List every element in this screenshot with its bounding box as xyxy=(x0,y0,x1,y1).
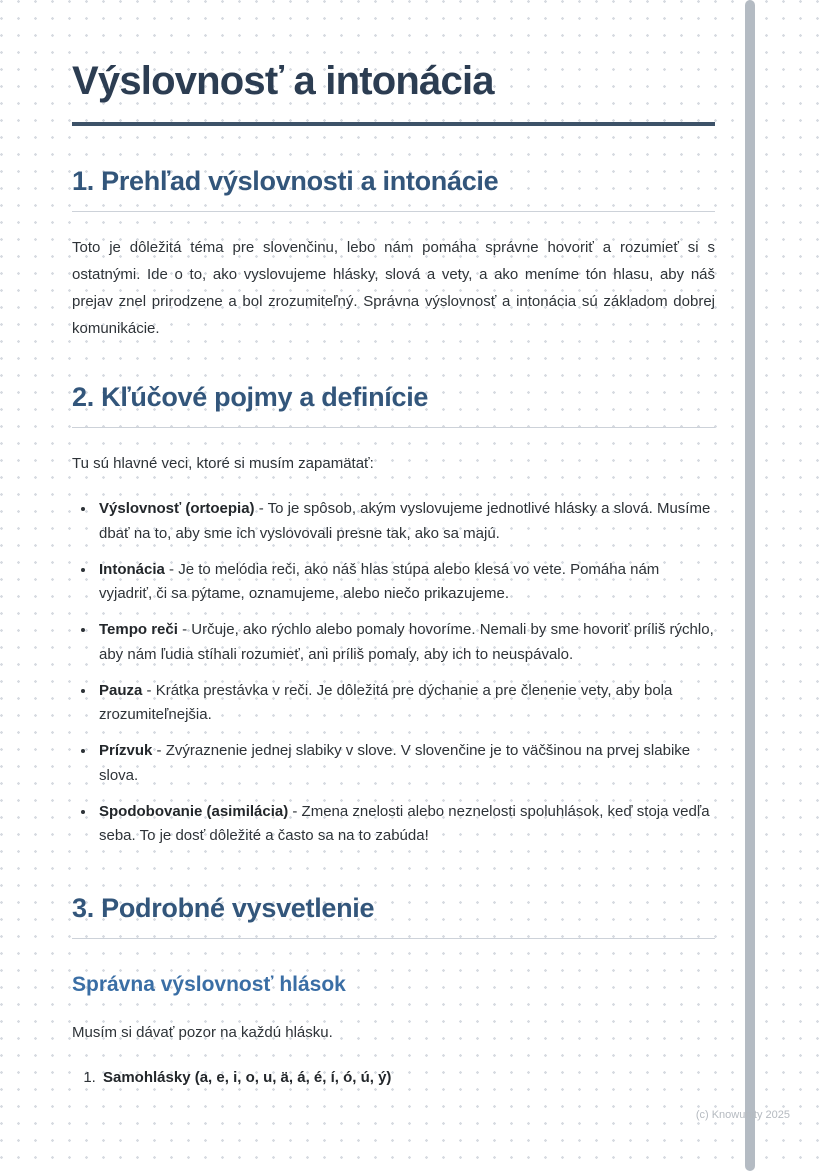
key-term: Výslovnosť (ortoepia) xyxy=(99,500,255,517)
heading-overview: 1. Prehľad výslovnosti a intonácie xyxy=(72,166,499,196)
key-term-description: - To je spôsob, akým vyslovujeme jednotlivé hlásky a slová. Musíme dbať na to, aby sme ich vyslovovali presne tak, ako sa majú. xyxy=(99,500,711,542)
key-term: Spodobovanie (asimilácia) xyxy=(99,802,289,820)
key-term-description: - Určuje, ako rýchlo alebo pomaly hovoríme. Nemali by sme hovoriť príliš rýchlo, aby nám ľudia stíhali rozumieť, ani príliš pomaly, aby ich to neuspávalo. xyxy=(99,621,714,663)
heading-overview-divider xyxy=(72,211,715,212)
pronunciation-intro: Musím si dávať pozor na každú hlásku. xyxy=(72,1024,333,1041)
key-term: Intonácia xyxy=(99,560,165,578)
pronunciation-list xyxy=(72,1066,715,1091)
watermark: (c) Knowunity 2025 xyxy=(695,1109,790,1121)
subheading-correct-pronunciation: Správna výslovnosť hlások xyxy=(72,973,346,996)
heading-key-terms-divider xyxy=(72,427,715,428)
list-item xyxy=(96,739,715,789)
key-terms-intro: Tu sú hlavné veci, ktoré si musím zapamätať: xyxy=(72,455,374,472)
title-divider xyxy=(72,122,715,126)
heading-detailed-explanation-divider xyxy=(72,938,715,939)
key-term-description: - Je to melódia reči, ako náš hlas stúpa alebo klesá vo vete. Pomáha nám vyjadriť, či sa pýtame, oznamujeme, alebo niečo prikazujeme. xyxy=(99,560,660,603)
key-terms-list xyxy=(72,497,715,849)
list-item xyxy=(100,1066,715,1091)
key-term-description: - Krátka prestávka v reči. Je dôležitá pre dýchanie a pre členenie vety, aby bola zrozumiteľnejšia. xyxy=(99,681,673,724)
list-item xyxy=(96,497,715,547)
heading-detailed-explanation: 3. Podrobné vysvetlenie xyxy=(72,893,375,923)
numbered-term: Samohlásky (a, e, i, o, u, ä, á, é, í, ó, ú, ý) xyxy=(103,1069,392,1086)
list-item xyxy=(96,558,715,608)
heading-key-terms: 2. Kľúčové pojmy a definície xyxy=(72,382,429,412)
list-item xyxy=(96,679,715,729)
key-term-description: - Zvýraznenie jednej slabiky v slove. V slovenčine je to väčšinou na prvej slabike slova. xyxy=(99,742,691,784)
key-term: Prízvuk xyxy=(99,742,153,759)
page-title: Výslovnosť a intonácia xyxy=(72,59,494,103)
key-term: Tempo reči xyxy=(99,621,178,638)
key-term: Pauza xyxy=(99,681,143,699)
overview-paragraph: Toto je dôležitá téma pre slovenčinu, lebo nám pomáha správne hovoriť a rozumieť si s ostatnými. Ide o to, ako vyslovujeme hlásky, slová a vety, a ako meníme tón hlasu, aby náš prejav znel prirodzene a bol zrozumiteľný. Správna výslovnosť a intonácia sú základom dobrej komunikácie. xyxy=(72,239,715,337)
key-term-description: - Zmena znelosti alebo neznelosti spoluhlások, keď stoja vedľa seba. To je dosť dôležité a často sa na to zabúda! xyxy=(99,802,710,845)
list-item xyxy=(96,800,715,850)
list-item xyxy=(96,618,715,668)
scrollbar[interactable] xyxy=(745,0,755,1171)
